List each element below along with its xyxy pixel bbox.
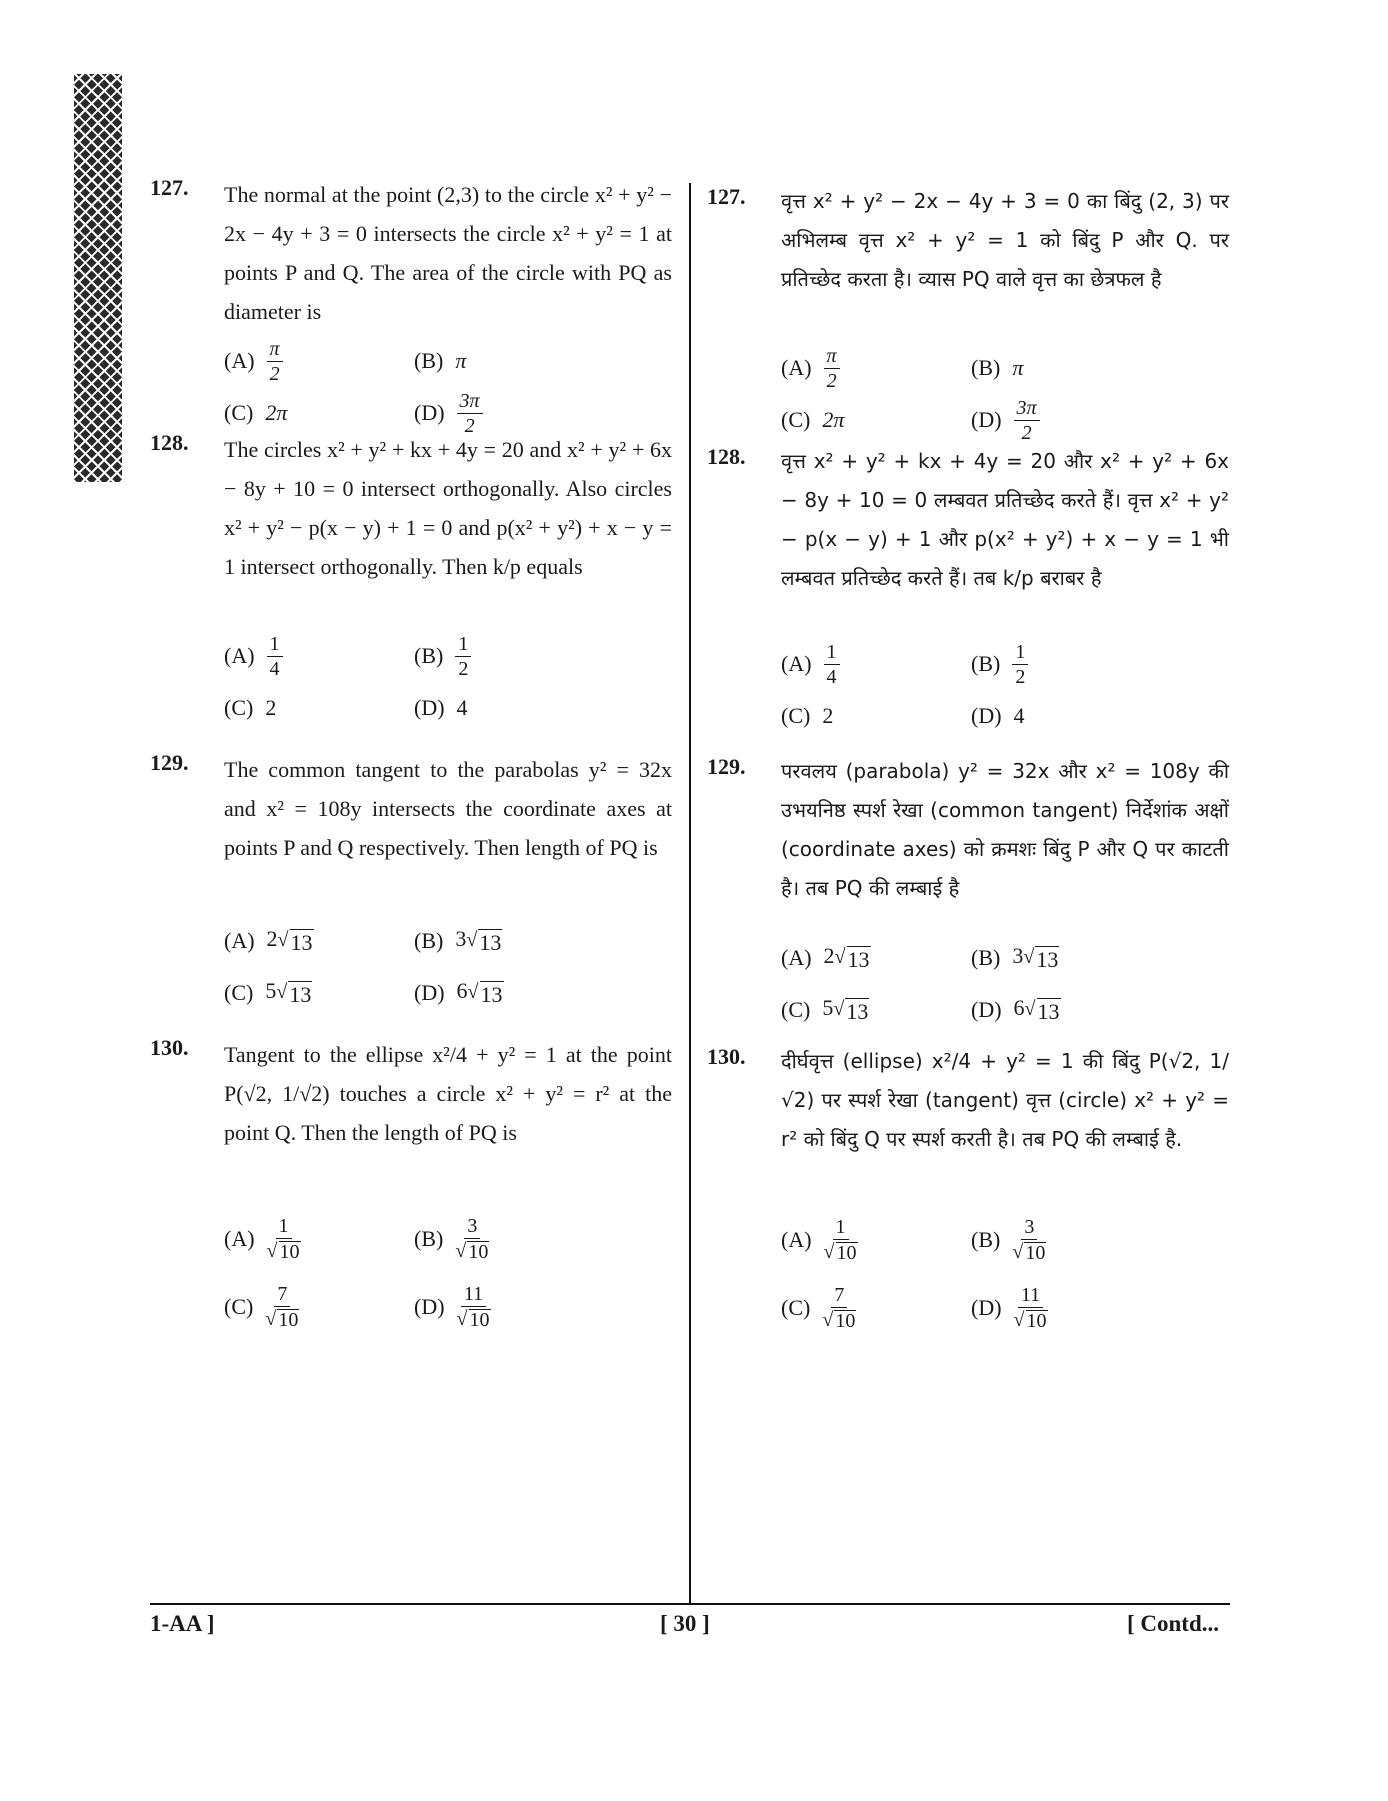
options (781, 932, 1229, 1036)
option-c: (C) 2π (224, 400, 288, 425)
question-text: वृत्त x² + y² + kx + 4y = 20 और x² + y² + 6x − 8y + 10 = 0 लम्बवत प्रतिच्छेद करते हैं। वृत्त x² + y² − p(x − y) + 1 और p(x² + y²) + x − y = 1 भी लम्बवत प्रतिच्छेद करते हैं। तब k/p बराबर है (781, 449, 1229, 590)
question-number: 128. (150, 430, 189, 455)
question-text: The circles x² + y² + kx + 4y = 20 and x² + y² + 6x − 8y + 10 = 0 intersect orthogonally. Also circles x² + y² − p(x − y) + 1 = 0 and p(x² + y²) + x − y = 1 intersect orthogonally. Then k/p equals (224, 437, 672, 579)
option-c: (C) 7 √ 10 (781, 1284, 856, 1332)
option-b: (B) 3 √ 13 (971, 943, 1059, 972)
option-a: (A) 1 √ 10 (781, 1216, 857, 1264)
option-a: (A) $\frac{\pi}{2}$ (224, 335, 283, 387)
option-a: (A) 2 √ 13 (781, 943, 870, 972)
option-a: (A) $\frac{1}{4}$ (781, 638, 840, 690)
option-c: (C) 5 √ 13 (781, 995, 869, 1024)
question-number: 129. (707, 754, 746, 779)
option-a: (A) 2 √ 13 (224, 926, 313, 955)
option-c: (C) 2 (781, 703, 834, 728)
options (781, 342, 1229, 446)
margin-pattern (74, 74, 122, 482)
question-text: The normal at the point (2,3) to the circle x² + y² − 2x − 4y + 3 = 0 intersects the circle x² + y² = 1 at points P and Q. The area of the circle with PQ as diameter is (224, 182, 672, 324)
options (224, 630, 672, 734)
option-b: (B) 3 √ 13 (414, 926, 502, 955)
option-d: (D) 4 (414, 695, 468, 720)
option-b: (B) $\frac{1}{2}$ (414, 630, 471, 682)
question-text: परवलय (parabola) y² = 32x और x² = 108y की उभयनिष्ठ स्पर्श रेखा (common tangent) निर्देशांक अक्षों (coordinate axes) को क्रमशः बिंदु P और Q पर काटती है। तब PQ की लम्बाई है (781, 759, 1229, 900)
option-d: (D) $\frac{3\pi}{2}$ (414, 387, 483, 439)
question-text: The common tangent to the parabolas y² = 32x and x² = 108y intersects the coordinate axes at points P and Q respectively. Then length of PQ is (224, 757, 672, 860)
booklet-code: 1-AA ] (150, 1611, 215, 1636)
question-number: 128. (707, 444, 746, 469)
question-text: दीर्घवृत्त (ellipse) x²/4 + y² = 1 की बिंदु P(√2, 1/√2) पर स्पर्श रेखा (tangent) वृत्त (circle) x² + y² = r² को बिंदु Q पर स्पर्श करती है। तब PQ की लम्बाई है. (781, 1049, 1229, 1151)
option-c: (C) 5 √ 13 (224, 978, 312, 1007)
question-number: 129. (150, 750, 189, 775)
option-c: (C) 2 (224, 695, 277, 720)
column-divider (689, 183, 691, 1603)
question-number: 130. (150, 1035, 189, 1060)
continued-label: [ Contd... (1127, 1611, 1220, 1636)
option-c: (C) 2π (781, 407, 845, 432)
options (224, 915, 672, 1019)
option-d: (D) 6 √ 13 (971, 995, 1060, 1024)
question-text: Tangent to the ellipse x²/4 + y² = 1 at the point P(√2, 1/√2) touches a circle x² + y² = r² at the point Q. Then the length of PQ is (224, 1042, 672, 1145)
page-number: [ 30 ] (660, 1611, 710, 1636)
option-a: (A) 1 √ 10 (224, 1215, 300, 1263)
footer-rule (150, 1603, 1230, 1605)
question-number: 127. (707, 184, 746, 209)
option-b: (B) π (971, 355, 1024, 380)
option-d: (D) 6 √ 13 (414, 978, 503, 1007)
option-c: (C) 7 √ 10 (224, 1283, 299, 1331)
option-a: (A) $\frac{1}{4}$ (224, 630, 283, 682)
question-number: 130. (707, 1044, 746, 1069)
options (781, 1206, 1229, 1342)
options (781, 638, 1229, 742)
option-d: (D) 4 (971, 703, 1025, 728)
options (224, 335, 672, 439)
question-text: वृत्त x² + y² − 2x − 4y + 3 = 0 का बिंदु (2, 3) पर अभिलम्ब वृत्त x² + y² = 1 को बिंदु P और Q. पर प्रतिच्छेद करता है। व्यास PQ वाले वृत्त का छेत्रफल है (781, 189, 1229, 291)
options (224, 1205, 672, 1341)
option-b: (B) 3 √ 10 (414, 1215, 489, 1263)
option-d: (D) 11 √ 10 (971, 1284, 1047, 1332)
question-number: 127. (150, 175, 189, 200)
option-b: (B) 3 √ 10 (971, 1216, 1046, 1264)
option-d: (D) $\frac{3\pi}{2}$ (971, 394, 1040, 446)
option-a: (A) $\frac{\pi}{2}$ (781, 342, 840, 394)
option-b: (B) π (414, 348, 467, 373)
option-d: (D) 11 √ 10 (414, 1283, 490, 1331)
option-b: (B) $\frac{1}{2}$ (971, 638, 1028, 690)
